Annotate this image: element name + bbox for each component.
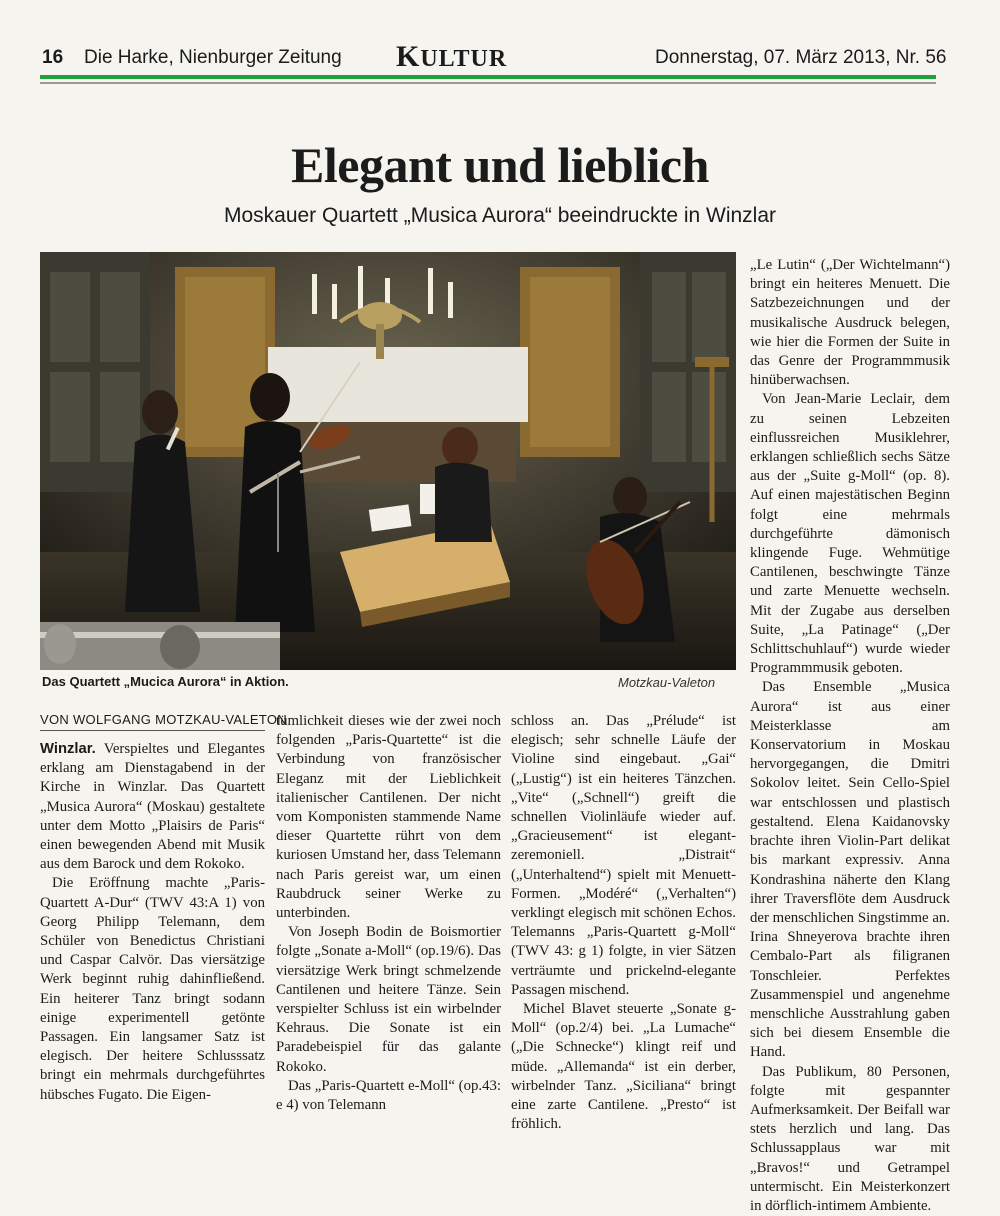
byline: VON WOLFGANG MOTZKAU-VALETON [40, 712, 287, 727]
photo-credit: Motzkau-Valeton [618, 675, 716, 690]
article-column-3 [511, 712, 736, 1134]
masthead-rule-left [40, 75, 358, 79]
section-title-initial: K [396, 40, 421, 73]
page-number: 16 [42, 47, 64, 68]
column-3-paragraph-1: schloss an. Das „Prélude“ ist elegisch; sehr schnelle Läufe der Violine sind eingebaut. „Gai“ („Lustig“) ist ein heiteres Tänzchen. „Vite“ („Schnell“) greift die schnellen Violinläufe wieder auf. „Gracieusement“ ist elegant-zeremoniell. „Distrait“ („Unterhaltend“) spielt mit Menuett-Formen. „Modéré“ („Verhalten“) verklingt elegisch mit schönen Echos. Telemanns „Paris-Quartett g-Moll“ (TWV 43: g 1) folgte, in vier Sätzen verträumte und prickelnd-elegante Passagen mischend. [511, 713, 736, 998]
byline-rule [40, 730, 265, 731]
issue-date: Donnerstag, 07. März 2013, Nr. 56 [655, 47, 947, 68]
column-4-paragraph-2: Von Jean-Marie Leclair, dem zu seinen Lebzeiten einflussreichen Musiklehrer, erklangen schließlich sechs Sätze aus der „Suite g-Moll“ (op. 8). Auf einen majestätischen Beginn folgt eine mehrmals durchgeführte dämonisch klingende Fuge. Wehmütige Cantilenen, beschwingte Tänze und zarte Menuette wechseln. Mit der Zugabe aus derselben Suite, „La Patinage“ („Der Schlittschuhlauf“) wurde wieder Programmmusik geboten. [750, 391, 950, 677]
concert-photo [40, 252, 736, 670]
section-title [396, 40, 507, 74]
masthead-rule-grey [40, 82, 936, 84]
column-2-paragraph-3: Das „Paris-Quartett e-Moll“ (op.43: e 4) von Telemann [276, 1077, 501, 1114]
subheadline: Moskauer Quartett „Musica Aurora“ beeindruckte in Winzlar [223, 204, 777, 227]
masthead [0, 0, 1000, 100]
column-2-paragraph-1: tümlichkeit dieses wie der zwei noch folgenden „Paris-Quartette“ ist die Verbindung von französischer Eleganz mit der Lieblichkeit italienischer Cantilenen. Der nicht vom Komponisten stammende Name dieser Quartette rührt von dem kuriosen Umstand her, dass Telemann nach Paris gereist war, um einen Raubdruck seiner Werke zu unterbinden. [276, 713, 501, 922]
paper-name: Die Harke, Nienburger Zeitung [84, 47, 342, 68]
dateline: Winzlar. [40, 741, 96, 757]
column-1-paragraph-1-text: Verspieltes und Elegantes erklang am Dienstagabend in der Kirche in Winzlar. Das Quartett „Musica Aurora“ (Moskau) gestaltete unter dem Motto „Plaisirs de Paris“ einen bewegenden Abend mit Musik aus dem Barock und dem Rokoko. [40, 741, 265, 873]
column-3-paragraph-2: Michel Blavet steuerte „Sonate g-Moll“ (op.2/4) bei. „La Lumache“ („Die Schnecke“) klingt reif und müde. „Allemanda“ ist ein derber, wirbelnder Tanz. „Siciliana“ bringt eine zarte Cantilene. „Presto“ ist fröhlich. [511, 1001, 736, 1133]
concert-photo-illustration [40, 252, 736, 670]
column-2-paragraph-2: Von Joseph Bodin de Boismortier folgte „Sonate a-Moll“ (op.19/6). Das viersätzige Werk bringt schmelzende Cantilenen und heitere Tänze. Sein verspielter Schluss ist ein wirbelnder Kehraus. Die Sonate ist ein Paradebeispiel für das galante Rokoko. [276, 924, 501, 1075]
article-column-4 [750, 256, 950, 1216]
article-column-1 [40, 740, 265, 1105]
column-4-paragraph-3: Das Ensemble „Musica Aurora“ ist aus einer Meisterklasse am Konservatorium in Moskau hervorgegangen, die Dmitri Sokolov leitet. Sein Cello-Spiel war entschlossen und plastisch gestaltend. Elena Kaidanovsky brachte ihren Violin-Part delikat bis markant expressiv. Anna Kondrashina näherte den Klang ihrer Traversflöte dem Ausdruck der menschlichen Singstimme an. Irina Shneyerova brachte ihren Cembalo-Part als filigranen Tonschleier. Perfektes Zusammenspiel und angenehme menschliche Ausstrahlung gaben sich bei diesem Ensemble die Hand. [750, 679, 950, 1061]
column-1-paragraph-2: Die Eröffnung machte „Paris-Quartett A-Dur“ (TWV 43:A 1) von Georg Philipp Telemann, dem Schüler von Benedictus Christiani und Caspar Calvör. Das viersätzige Werk beginnt ruhig dahinfließend. Ein heiterer Tanz bringt sodann einige experimentell getönte Passagen. Ein langsamer Satz ist elegisch. Der heitere Schlusssatz bringt ein mehrmals durchgeführtes hübsches Fugato. Die Eigen- [40, 875, 265, 1103]
section-title-rest: ULTUR [420, 46, 508, 72]
headline: Elegant und lieblich [291, 137, 709, 193]
photo-caption: Das Quartett „Mucica Aurora“ in Aktion. [42, 674, 289, 689]
masthead-rule-right [648, 75, 936, 79]
masthead-rule-center [358, 75, 648, 79]
column-1-paragraph-1 [40, 740, 265, 874]
article-column-2 [276, 712, 501, 1115]
column-4-paragraph-4: Das Publikum, 80 Personen, folgte mit gespannter Aufmerksamkeit. Der Beifall war stets herzlich und lang. Das Schlussapplaus war mit „Bravos!“ und Getrampel untermischt. Ein Meisterkonzert in dörflich-intimem Ambiente. [750, 1063, 950, 1214]
column-4-paragraph-1: „Le Lutin“ („Der Wichtelmann“) bringt ein heiteres Menuett. Die Satzbezeichnungen und der musikalische Ausdruck belegen, wie hier die Formen der Suite in das Genre der Programmmusik hinüberwachsen. [750, 257, 950, 389]
